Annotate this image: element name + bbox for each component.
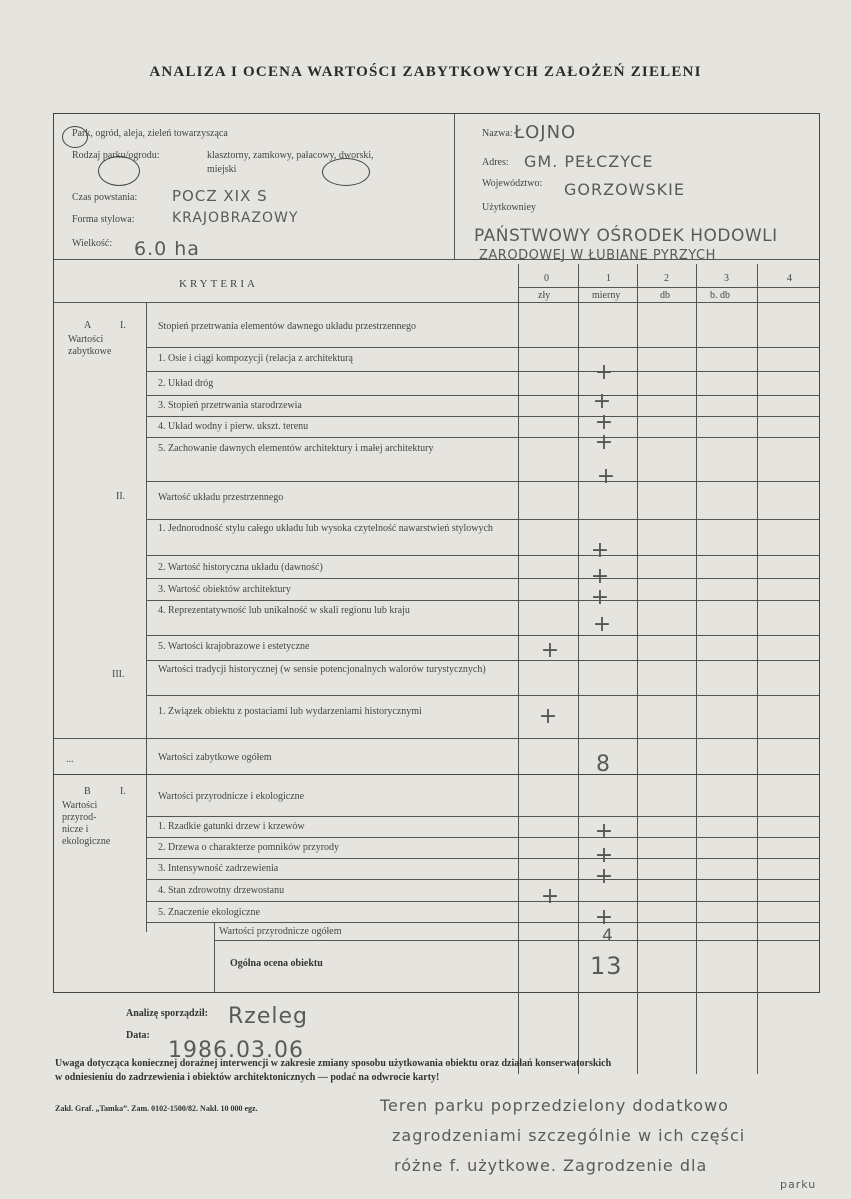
circle-mark-kind — [98, 156, 140, 186]
score-mark: + — [592, 612, 612, 637]
item-a2-1: 1. Jednorodność stylu całego układu lub wysoka czytelność nawarstwień stylowych — [158, 523, 493, 534]
score-2: 2 — [664, 273, 669, 284]
park-type-label: Park, ogród, aleja, zieleń towarzysząca — [72, 128, 228, 139]
kind-label: Rodzaj parku/ogrodu: — [72, 150, 160, 161]
section-a-numeral-2: II. — [116, 491, 126, 502]
name-label: Nazwa: — [482, 128, 513, 139]
section-b-numeral: I. — [120, 786, 126, 797]
section-a-code: A — [84, 320, 92, 331]
overall-value: 13 — [590, 952, 623, 980]
score-number-line — [518, 287, 819, 288]
score-mark: + — [540, 638, 560, 663]
name-value: ŁOJNO — [514, 122, 577, 143]
score-label-2: db — [660, 290, 670, 301]
row-line — [146, 371, 819, 372]
score-label-0: zły — [538, 290, 551, 301]
section-a-name-2: zabytkowe — [68, 346, 112, 357]
score-mark: + — [594, 410, 614, 435]
section-a-numeral-1: I. — [120, 320, 126, 331]
style-value: KRAJOBRAZOWY — [172, 210, 299, 226]
handwritten-note-3: różne f. użytkowe. Zagrodzenie dla — [394, 1156, 708, 1175]
page-title: ANALIZA I OCENA WARTOŚCI ZABYTKOWYCH ZAŁOŻEŃ ZIELENI — [149, 64, 702, 80]
row-line — [54, 738, 819, 739]
era-label: Czas powstania: — [72, 192, 138, 203]
users-value-2: ZARODOWEJ W ŁUBIANE PYRZYCH — [479, 248, 716, 263]
row-line — [146, 901, 819, 902]
score-mark: + — [594, 360, 614, 385]
item-a2-5: 5. Wartości krajobrazowe i estetyczne — [158, 641, 310, 652]
group-a3-title: Wartości tradycji historycznej (w sensie potencjonalnych walorów turystycznych) — [158, 664, 486, 675]
item-a1-5: 5. Zachowanie dawnych elementów architektury i małej architektury — [158, 443, 434, 454]
row-line — [146, 555, 819, 556]
group-a2-title: Wartość układu przestrzennego — [158, 492, 284, 503]
score-mark: + — [590, 538, 610, 563]
overall-box-left — [214, 922, 215, 992]
section-a-bottom — [54, 774, 819, 775]
row-line — [146, 635, 819, 636]
section-b-total-label: Wartości przyrodnicze ogółem — [219, 926, 342, 937]
date-label: Data: — [126, 1030, 150, 1041]
score-4: 4 — [787, 273, 792, 284]
section-a-total-value: 8 — [596, 752, 611, 777]
item-a3-1: 1. Związek obiektu z postaciami lub wydarzeniami historycznymi — [158, 706, 422, 717]
item-a2-4: 4. Reprezentatywność lub unikalność w skali regionu lub kraju — [158, 605, 410, 616]
circle-mark-park — [62, 126, 88, 148]
kind-options: klasztorny, zamkowy, pałacowy, dworski, — [207, 150, 374, 161]
criteria-header-bottom — [54, 302, 819, 303]
note-line-2: w odniesieniu do zadrzewienia i obiektów architektonicznych — podać na odwrocie karty! — [55, 1072, 440, 1083]
item-b-5: 5. Znaczenie ekologiczne — [158, 907, 260, 918]
col-line-1 — [578, 264, 579, 1074]
score-mark: + — [594, 864, 614, 889]
item-b-1: 1. Rzadkie gatunki drzew i krzewów — [158, 821, 305, 832]
row-line — [146, 600, 819, 601]
row-line — [146, 695, 819, 696]
group-b1-title: Wartości przyrodnicze i ekologiczne — [158, 791, 305, 802]
score-mark: + — [596, 464, 616, 489]
score-mark: + — [594, 905, 614, 930]
item-a1-3: 3. Stopień przetrwania starodrzewia — [158, 400, 302, 411]
size-label: Wielkość: — [72, 238, 113, 249]
item-a2-2: 2. Wartość historyczna układu (dawność) — [158, 562, 323, 573]
print-info: Zakł. Graf. „Tamka”. Zam. 0102-1500/82. Nakł. 10 000 egz. — [55, 1104, 258, 1113]
section-b-name-2: przyrod- — [62, 812, 97, 823]
item-a1-4: 4. Układ wodny i pierw. ukszt. terenu — [158, 421, 309, 432]
header-divider — [454, 114, 455, 259]
row-line — [146, 879, 819, 880]
kind-options-2: miejski — [207, 164, 237, 175]
row-line — [146, 922, 819, 923]
score-mark: + — [592, 389, 612, 414]
score-label-1: mierny — [592, 290, 621, 301]
section-a-name: Wartości — [68, 334, 104, 345]
item-b-4: 4. Stan zdrowotny drzewostanu — [158, 885, 285, 896]
row-line — [146, 395, 819, 396]
score-mark: + — [590, 564, 610, 589]
row-line — [146, 578, 819, 579]
score-label-3: b. db — [710, 290, 730, 301]
row-line — [146, 416, 819, 417]
score-mark: + — [590, 585, 610, 610]
row-line — [146, 519, 819, 520]
row-line — [146, 837, 819, 838]
prepared-by-label: Analizę sporządził: — [126, 1008, 208, 1019]
row-line — [146, 437, 819, 438]
section-a-numeral-3: III. — [112, 669, 125, 680]
handwritten-note-1: Teren parku poprzedzielony dodatkowo — [380, 1096, 729, 1115]
address-label: Adres: — [482, 157, 509, 168]
score-mark: + — [540, 884, 560, 909]
col-line-3 — [696, 264, 697, 1074]
section-b-code: B — [84, 786, 91, 797]
province-label: Województwo: — [482, 178, 543, 189]
prepared-by-signature: Rzeleg — [228, 1004, 308, 1029]
users-label: Użytkowniey — [482, 202, 536, 213]
score-1: 1 — [606, 273, 611, 284]
item-a1-2: 2. Układ dróg — [158, 378, 214, 389]
section-b-name-4: ekologiczne — [62, 836, 111, 847]
group-a1-title: Stopień przetrwania elementów dawnego układu przestrzennego — [158, 321, 416, 332]
row-line — [146, 858, 819, 859]
handwritten-note-4: parku — [780, 1178, 817, 1191]
style-label: Forma stylowa: — [72, 214, 135, 225]
score-3: 3 — [724, 273, 729, 284]
row-line — [214, 940, 819, 941]
note-line-1: Uwaga dotycząca koniecznej doraźnej interwencji w zakresie zmiany sposobu użytkowania obiektu oraz działań konserwatorskich — [55, 1058, 612, 1069]
col-line-0 — [518, 264, 519, 1074]
item-a1-1: 1. Osie i ciągi kompozycji (relacja z architekturą — [158, 353, 353, 364]
criteria-title: KRYTERIA — [179, 278, 258, 290]
item-b-2: 2. Drzewa o charakterze pomników przyrody — [158, 842, 340, 853]
col-line-2 — [637, 264, 638, 1074]
date-value: 1986.03.06 — [168, 1038, 304, 1063]
line-a1-title — [146, 347, 819, 348]
evaluation-form — [53, 113, 820, 993]
era-value: POCZ XIX S — [172, 187, 268, 205]
users-value: PAŃSTWOWY OŚRODEK HODOWLI — [474, 226, 778, 246]
section-b-total-value: 4 — [602, 926, 614, 946]
item-a2-3: 3. Wartość obiektów architektury — [158, 584, 291, 595]
score-mark: + — [594, 430, 614, 455]
size-value: 6.0 ha — [134, 238, 200, 260]
province-value: GORZOWSKIE — [564, 180, 685, 199]
overall-label: Ogólna ocena obiektu — [230, 958, 323, 969]
score-0: 0 — [544, 273, 549, 284]
score-mark: + — [594, 843, 614, 868]
col-line-4 — [757, 264, 758, 1074]
circle-mark-palace — [322, 158, 370, 186]
item-b-3: 3. Intensywność zadrzewienia — [158, 863, 279, 874]
section-b-name-3: nicze i — [62, 824, 89, 835]
address-value: GM. PEŁCZYCE — [524, 152, 654, 171]
row-line — [146, 481, 819, 482]
row-line — [146, 660, 819, 661]
score-mark: + — [538, 704, 558, 729]
score-mark: + — [594, 819, 614, 844]
section-b-name: Wartości — [62, 800, 98, 811]
handwritten-note-2: zagrodzeniami szczególnie w ich części — [392, 1126, 746, 1145]
section-a-dots: ... — [66, 754, 74, 765]
row-line — [146, 816, 819, 817]
section-a-total-label: Wartości zabytkowe ogółem — [158, 752, 272, 763]
